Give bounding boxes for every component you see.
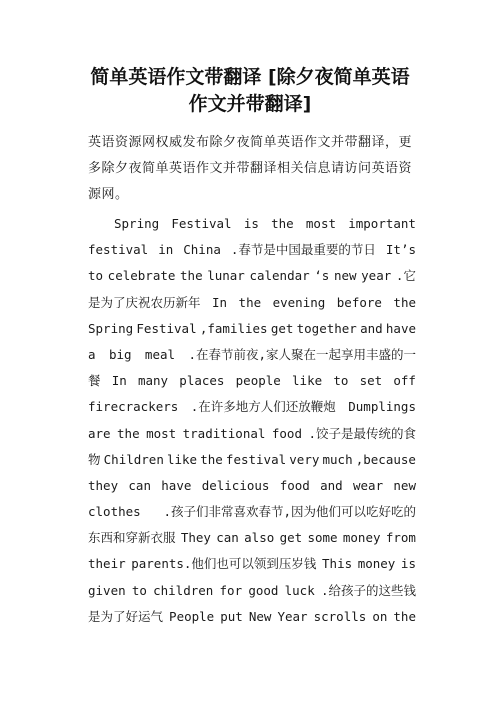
essay-word: people bbox=[235, 373, 281, 389]
essay-word: to bbox=[333, 373, 349, 389]
essay-word: like bbox=[292, 373, 323, 389]
essay-word: and bbox=[360, 320, 383, 336]
essay-word: Festival bbox=[171, 216, 232, 231]
essay-word: good bbox=[248, 582, 279, 598]
essay-word: from bbox=[385, 530, 416, 546]
essay-word: food bbox=[279, 477, 310, 493]
essay-word: festival bbox=[88, 242, 149, 258]
essay-word: big bbox=[108, 346, 132, 362]
essay-word: is bbox=[400, 556, 416, 572]
essay-word: year bbox=[361, 268, 392, 284]
essay-word: can bbox=[216, 530, 239, 546]
essay-word: .给孩子的这些钱 bbox=[320, 582, 416, 598]
essay-word: on bbox=[372, 608, 388, 624]
essay-word: much bbox=[322, 451, 353, 467]
essay-word: set bbox=[359, 373, 383, 389]
essay-line bbox=[88, 394, 416, 420]
essay-word: money bbox=[357, 556, 396, 572]
essay-paragraph bbox=[88, 211, 416, 630]
essay-word: wear bbox=[353, 477, 384, 493]
essay-word: they bbox=[88, 477, 119, 493]
essay-line bbox=[88, 237, 416, 263]
essay-word: It’s bbox=[385, 242, 416, 258]
essay-line bbox=[88, 578, 416, 604]
essay-word: They bbox=[180, 530, 211, 546]
essay-line bbox=[88, 263, 416, 289]
essay-word: new bbox=[393, 477, 416, 493]
essay-word: Dumplings bbox=[348, 399, 416, 415]
essay-word: clothes bbox=[88, 504, 141, 520]
essay-word: off bbox=[393, 373, 416, 389]
essay-line bbox=[88, 447, 416, 473]
essay-word: .春节是中国最重要的节日 bbox=[230, 242, 376, 258]
essay-word: get bbox=[270, 320, 294, 336]
essay-word: Spring bbox=[88, 320, 134, 336]
essay-word: Year bbox=[277, 608, 308, 624]
essay-line bbox=[88, 290, 416, 316]
intro-line-2: 多除夕夜简单英语作文并带翻译相关信息请访问英语资 bbox=[88, 161, 413, 176]
essay-word: delicious bbox=[201, 477, 270, 493]
essay-word: important bbox=[348, 216, 416, 231]
essay-word: children bbox=[153, 582, 214, 598]
essay-word: most bbox=[146, 425, 177, 441]
essay-word: a bbox=[88, 346, 96, 362]
title-line-1: 简单英语作文带翻译 [除夕夜简单英语 bbox=[90, 66, 410, 88]
essay-word: places bbox=[179, 373, 225, 389]
essay-word: given bbox=[88, 582, 126, 598]
essay-word: Children bbox=[103, 451, 164, 467]
essay-line bbox=[88, 604, 416, 630]
essay-word: calendar bbox=[249, 268, 310, 284]
essay-word: luck bbox=[284, 582, 315, 598]
intro-line-1: 英语资源网权威发布除夕夜简单英语作文并带翻译，更 bbox=[88, 135, 413, 150]
essay-word: for bbox=[219, 582, 243, 598]
title-line-2: 作文并带翻译] bbox=[188, 93, 312, 115]
intro-line-3: 源网。 bbox=[88, 187, 129, 202]
essay-word: ‘s bbox=[314, 268, 330, 284]
essay-word: to bbox=[131, 582, 147, 598]
intro-paragraph bbox=[88, 130, 418, 208]
essay-word: together bbox=[296, 320, 357, 336]
essay-line bbox=[88, 499, 416, 525]
essay-word: the bbox=[117, 425, 140, 441]
essay-word: celebrate bbox=[107, 268, 176, 284]
essay-word: 东西和穿新衣服 bbox=[88, 530, 176, 546]
essay-word: Spring bbox=[114, 216, 160, 231]
essay-word: 是为了好运气 bbox=[88, 608, 164, 624]
essay-word: put bbox=[220, 608, 243, 624]
essay-word: their bbox=[88, 556, 126, 572]
essay-word: the bbox=[393, 294, 416, 310]
essay-word: meal bbox=[144, 346, 176, 362]
essay-line bbox=[88, 368, 416, 394]
essay-line bbox=[88, 316, 416, 342]
essay-word: festival bbox=[225, 451, 287, 467]
essay-word: the bbox=[200, 451, 223, 467]
essay-word: .在春节前夜,家人聚在一起享用丰盛的一 bbox=[188, 346, 416, 362]
document-title bbox=[60, 64, 440, 118]
essay-word: .在许多地方人们还放鞭炮 bbox=[190, 399, 336, 415]
essay-word: some bbox=[307, 530, 338, 546]
essay-word: also bbox=[244, 530, 275, 546]
essay-word: 餐 bbox=[88, 373, 101, 389]
essay-word: have bbox=[385, 320, 416, 336]
essay-word: People bbox=[169, 608, 215, 624]
essay-word: firecrackers bbox=[88, 399, 179, 415]
essay-word: to bbox=[88, 268, 104, 284]
essay-word: most bbox=[305, 216, 336, 231]
essay-word: parents.他们也可以领到压岁钱 bbox=[131, 556, 317, 572]
essay-line bbox=[88, 421, 416, 447]
essay-word: food bbox=[271, 425, 302, 441]
essay-word: 物 bbox=[88, 451, 101, 467]
essay-word: is bbox=[243, 216, 259, 231]
essay-word: can bbox=[128, 477, 151, 493]
essay-word: are bbox=[88, 425, 111, 441]
essay-word: the bbox=[271, 216, 294, 231]
essay-word: ,because bbox=[355, 451, 416, 467]
essay-line bbox=[88, 551, 416, 577]
essay-word: In bbox=[111, 373, 127, 389]
essay-word: Festival bbox=[136, 320, 197, 336]
essay-word: many bbox=[137, 373, 169, 389]
essay-line bbox=[88, 342, 416, 368]
essay-word: ,families bbox=[199, 320, 268, 336]
essay-word: and bbox=[320, 477, 343, 493]
essay-word: .孩子们非常喜欢春节,因为他们可以吃好吃的 bbox=[163, 504, 416, 520]
essay-word: traditional bbox=[182, 425, 266, 441]
essay-word: .它 bbox=[395, 268, 416, 284]
essay-word: lunar bbox=[207, 268, 245, 284]
essay-word: 是为了庆祝农历新年 bbox=[88, 294, 201, 310]
essay-word: This bbox=[322, 556, 353, 572]
essay-word: the bbox=[393, 608, 416, 624]
essay-line bbox=[88, 211, 416, 237]
essay-word: get bbox=[279, 530, 303, 546]
essay-word: China bbox=[183, 242, 221, 258]
essay-line bbox=[88, 525, 416, 551]
essay-word: the bbox=[180, 268, 203, 284]
essay-word: like bbox=[166, 451, 198, 467]
essay-word: evening bbox=[272, 294, 326, 310]
essay-word: have bbox=[161, 477, 192, 493]
essay-word: in bbox=[158, 242, 174, 258]
essay-word: the bbox=[238, 294, 262, 310]
essay-word: In bbox=[212, 294, 228, 310]
essay-word: New bbox=[248, 608, 272, 624]
essay-word: money bbox=[342, 530, 381, 546]
essay-word: very bbox=[289, 451, 320, 467]
essay-word: new bbox=[333, 268, 357, 284]
essay-word: scrolls bbox=[313, 608, 367, 624]
essay-line bbox=[88, 473, 416, 499]
essay-word: .饺子是最传统的食 bbox=[308, 425, 416, 441]
essay-word: before bbox=[336, 294, 382, 310]
